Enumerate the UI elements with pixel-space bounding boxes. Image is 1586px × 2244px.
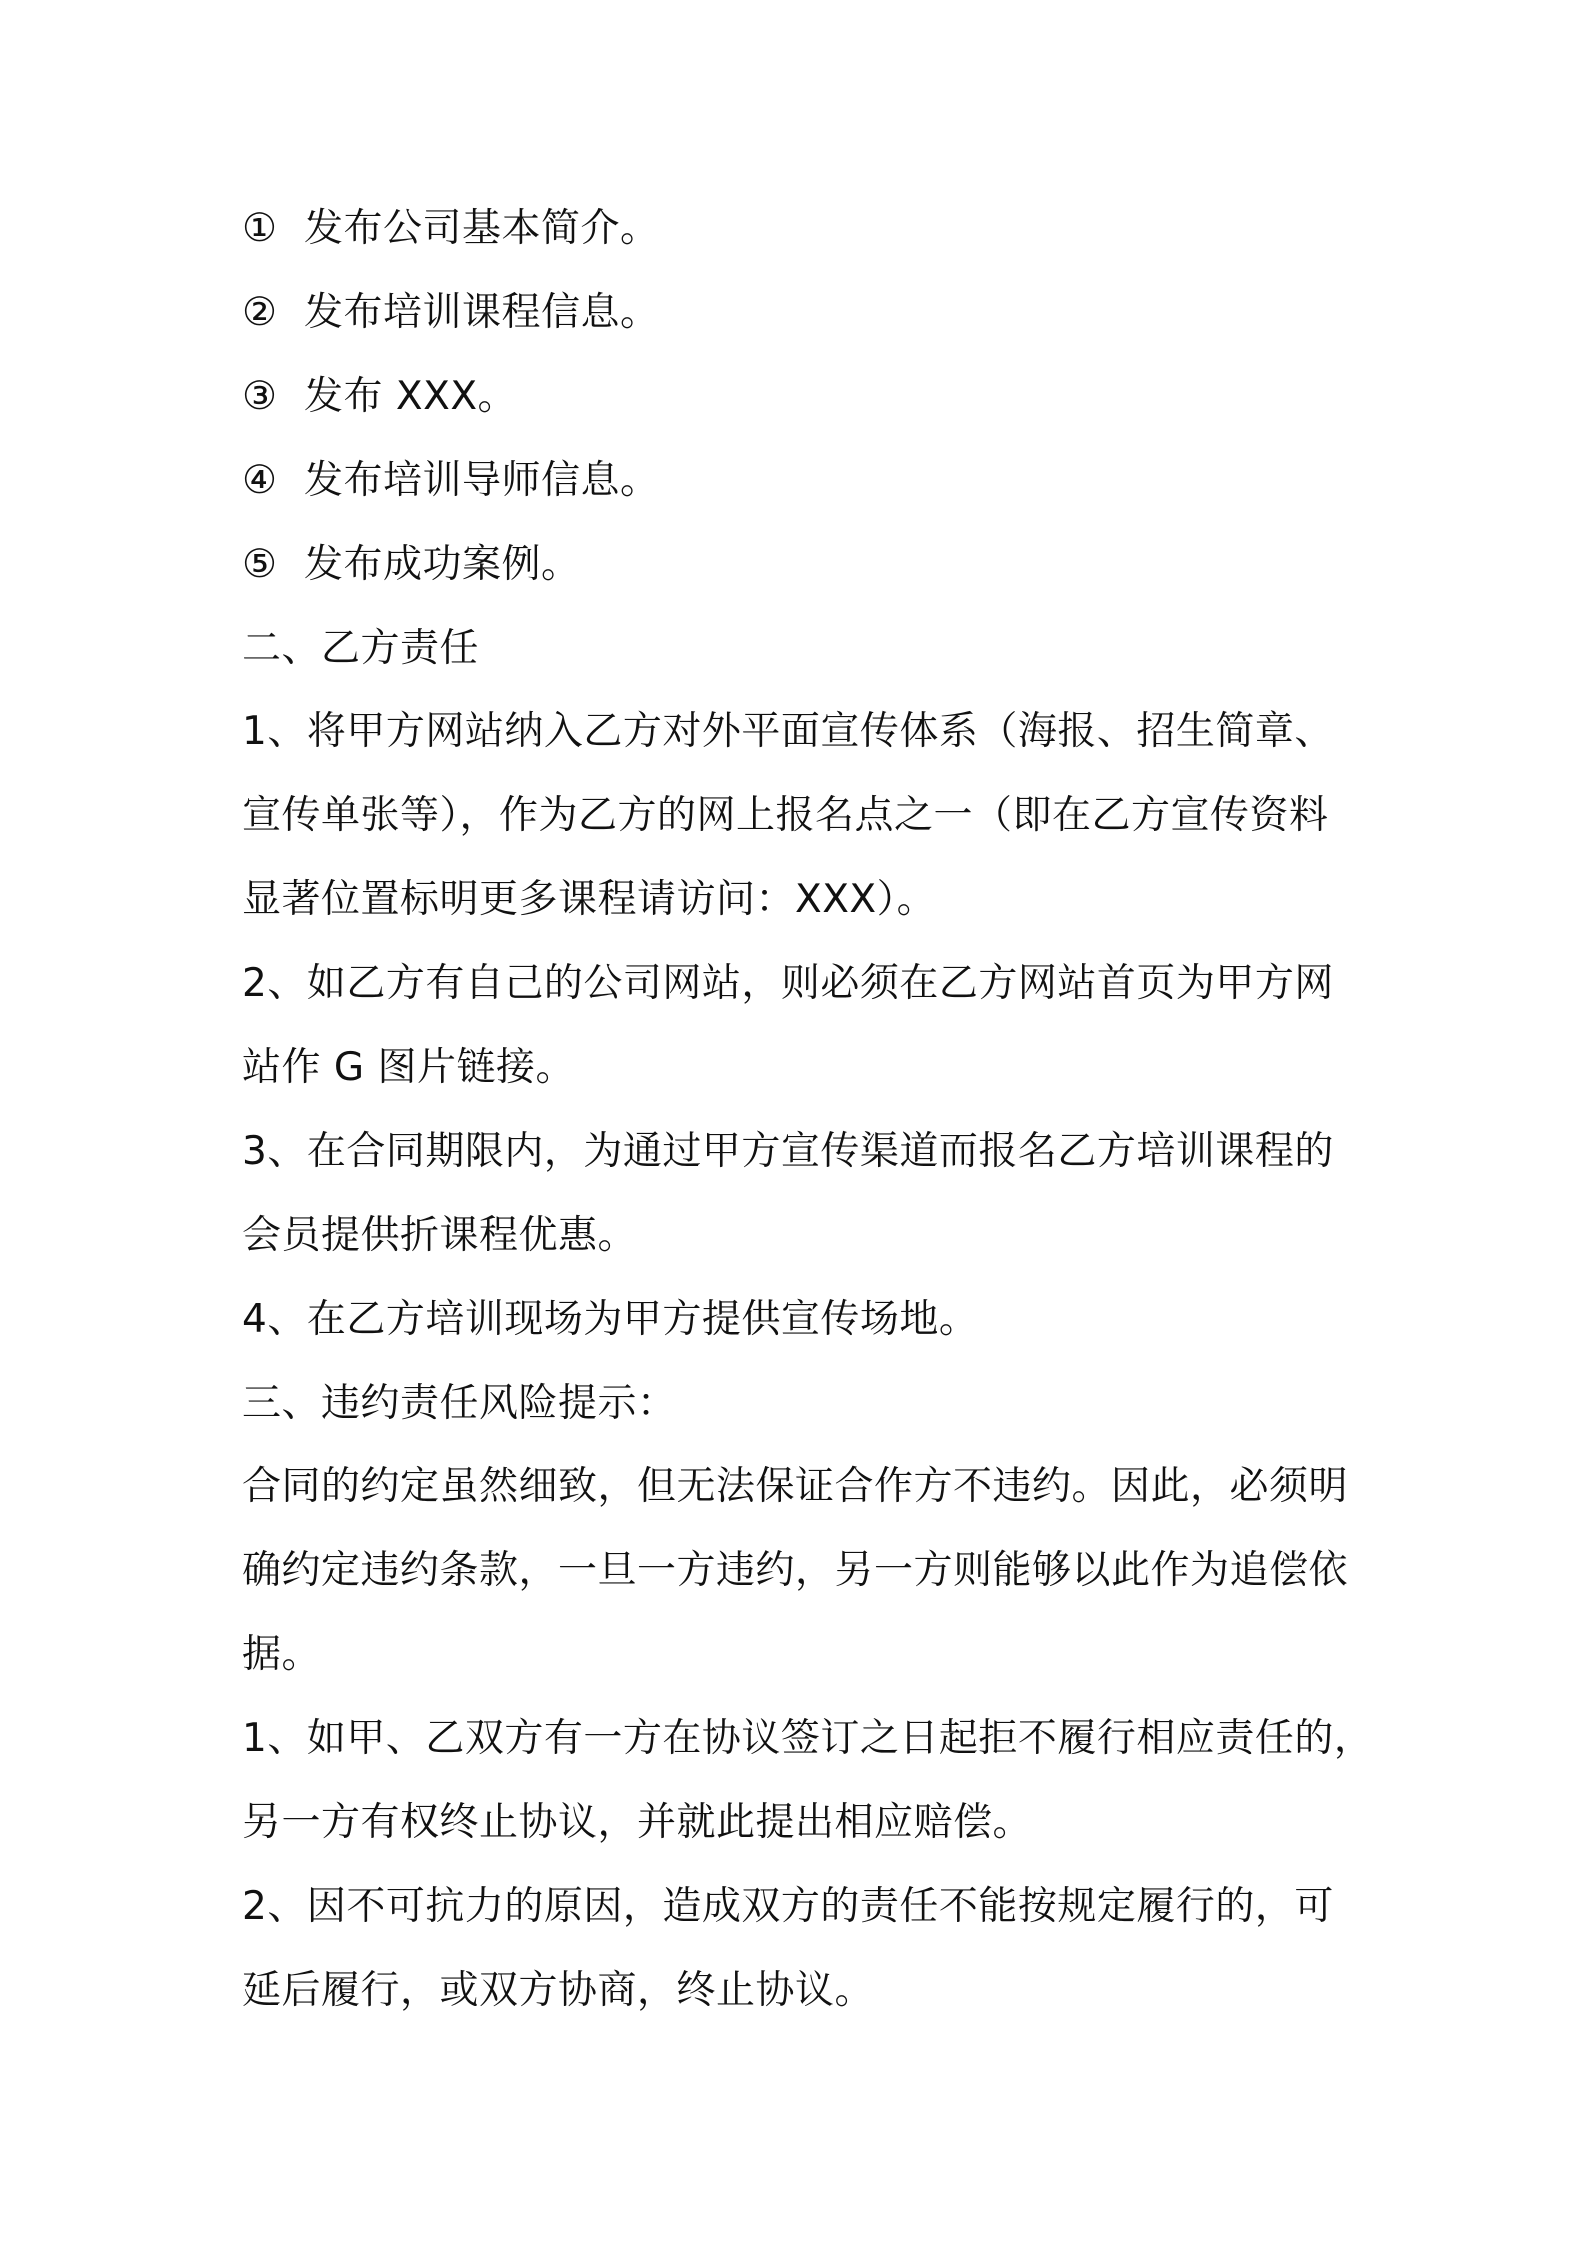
paragraph-line: 合同的约定虽然细致，但无法保证合作方不违约。因此，必须明	[242, 1464, 1349, 1509]
list-marker: ②	[242, 290, 278, 335]
paragraph-line: 4、在乙方培训现场为甲方提供宣传场地。	[242, 1297, 979, 1342]
list-item	[242, 372, 1382, 422]
list-item-text: 发布 XXX。	[304, 374, 518, 419]
list-item-text: 发布公司基本简介。	[304, 206, 660, 251]
list-item	[242, 540, 1382, 590]
list-item-text: 发布成功案例。	[304, 542, 581, 587]
section-heading: 三、违约责任风险提示：	[242, 1381, 677, 1426]
list-marker: ①	[242, 206, 278, 251]
paragraph-line: 1、如甲、乙双方有一方在协议签订之日起拒不履行相应责任的，	[242, 1716, 1374, 1761]
paragraph-line: 宣传单张等），作为乙方的网上报名点之一（即在乙方宣传资料	[242, 793, 1329, 838]
paragraph-line: 2、如乙方有自己的公司网站，则必须在乙方网站首页为甲方网	[242, 961, 1334, 1006]
paragraph-line: 确约定违约条款，一旦一方违约，另一方则能够以此作为追偿依	[242, 1548, 1349, 1593]
paragraph-line: 据。	[242, 1632, 322, 1677]
list-marker: ④	[242, 458, 278, 503]
paragraph-line: 1、将甲方网站纳入乙方对外平面宣传体系（海报、招生简章、	[242, 709, 1334, 754]
section-heading: 二、乙方责任	[242, 626, 480, 671]
list-marker: ⑤	[242, 542, 278, 587]
list-item-text: 发布培训导师信息。	[304, 458, 660, 503]
paragraph-line: 显著位置标明更多课程请访问：XXX）。	[242, 877, 937, 922]
paragraph-line: 另一方有权终止协议，并就此提出相应赔偿。	[242, 1800, 1033, 1845]
paragraph-line: 延后履行，或双方协商，终止协议。	[242, 1968, 875, 2013]
list-item-text: 发布培训课程信息。	[304, 290, 660, 335]
list-item	[242, 456, 1382, 506]
paragraph-line: 3、在合同期限内，为通过甲方宣传渠道而报名乙方培训课程的	[242, 1129, 1334, 1174]
list-item	[242, 204, 1382, 254]
paragraph-line: 2、因不可抗力的原因，造成双方的责任不能按规定履行的，可	[242, 1884, 1334, 1929]
list-item	[242, 288, 1382, 338]
paragraph-line: 站作 G 图片链接。	[242, 1045, 576, 1090]
list-marker: ③	[242, 374, 278, 419]
paragraph-line: 会员提供折课程优惠。	[242, 1213, 638, 1258]
